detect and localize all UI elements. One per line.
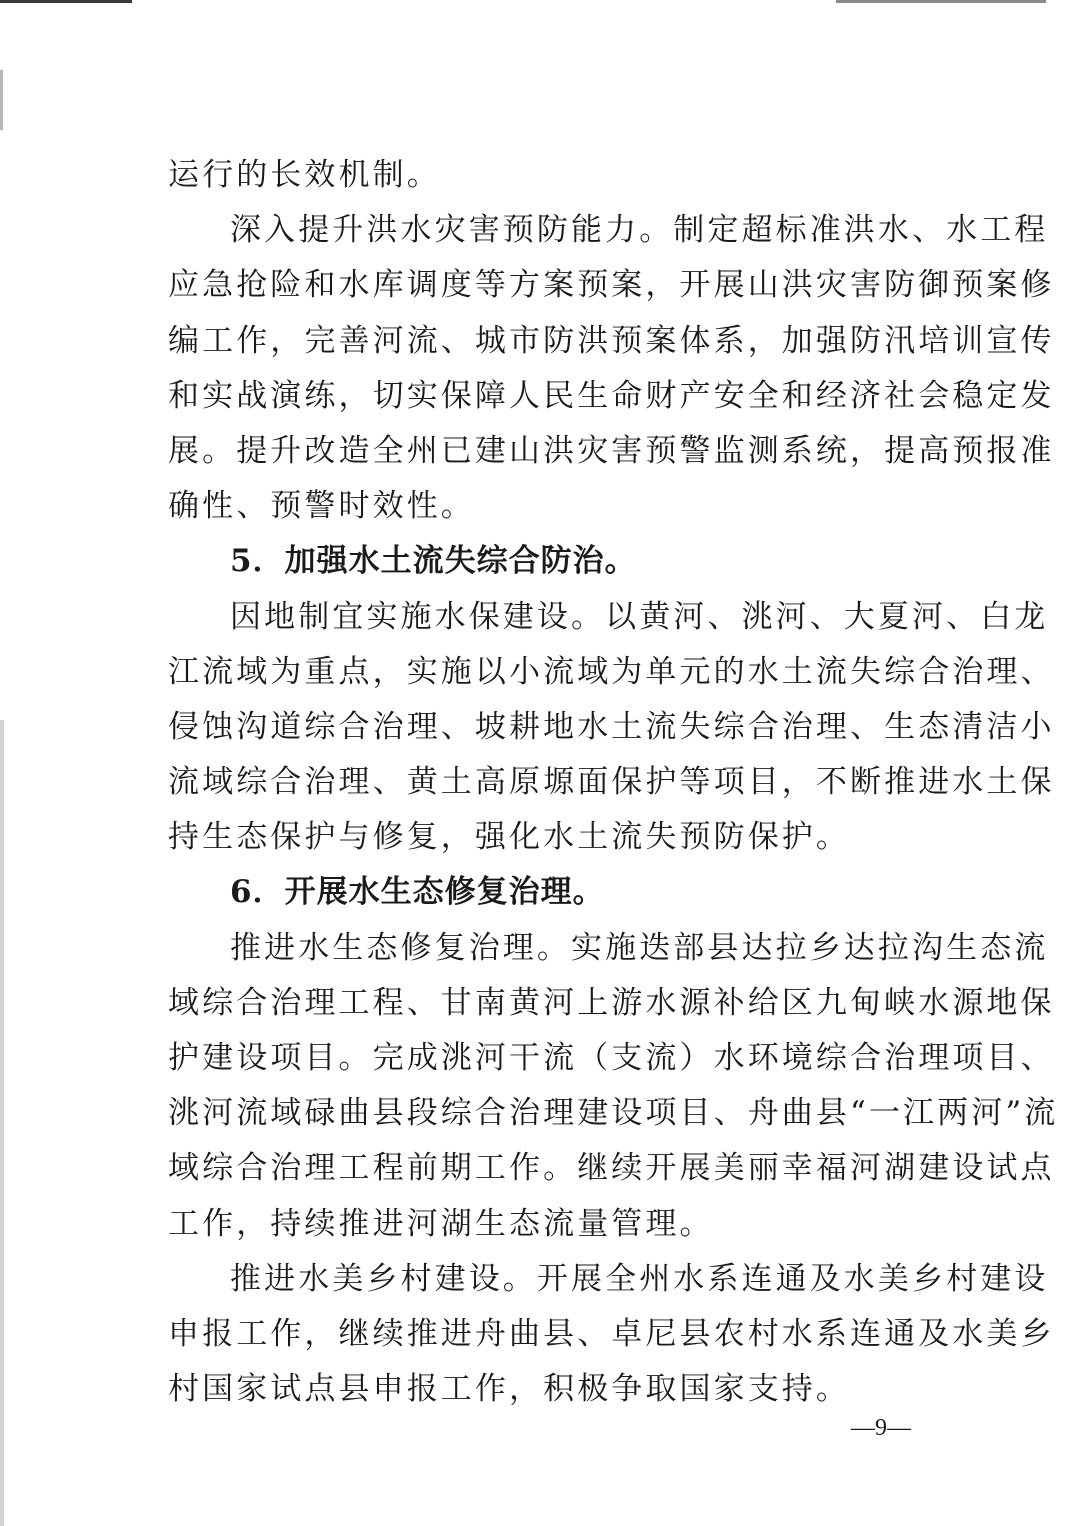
body-text-line: 持生态保护与修复，强化水土流失预防保护。	[168, 819, 850, 856]
section-heading: 6．开展水生态修复治理。	[230, 874, 605, 911]
body-text-line: 编工作，完善河流、城市防洪预案体系，加强防汛培训宣传	[168, 322, 1055, 359]
body-text-line: 流域综合治理、黄土高原塬面保护等项目，不断推进水土保	[168, 764, 1055, 801]
scan-edge-mark	[0, 0, 132, 3]
body-text-line: 江流域为重点，实施以小流域为单元的水土流失综合治理、	[168, 653, 1055, 690]
scan-edge-mark	[836, 0, 1046, 3]
body-text-line: 因地制宜实施水保建设。以黄河、洮河、大夏河、白龙	[230, 598, 1049, 635]
body-text-line: 工作，持续推进河湖生态流量管理。	[168, 1205, 714, 1242]
body-text-line: 域综合治理工程前期工作。继续开展美丽幸福河湖建设试点	[168, 1150, 1055, 1187]
body-text-line: 域综合治理工程、甘南黄河上游水源补给区九甸峡水源地保	[168, 984, 1055, 1021]
body-text-line: 洮河流域碌曲县段综合治理建设项目、舟曲县“一江两河”流	[168, 1095, 1059, 1132]
body-text-line: 展。提升改造全州已建山洪灾害预警监测系统，提高预报准	[168, 432, 1055, 469]
body-text-line: 深入提升洪水灾害预防能力。制定超标准洪水、水工程	[230, 212, 1049, 249]
body-text-line: 护建设项目。完成洮河干流（支流）水环境综合治理项目、	[168, 1040, 1055, 1076]
page-number: —9—	[851, 1415, 911, 1441]
scan-edge-shadow	[0, 720, 4, 1526]
body-text-line: 推进水生态修复治理。实施迭部县达拉乡达拉沟生态流	[230, 929, 1049, 966]
body-text-line: 和实战演练，切实保障人民生命财产安全和经济社会稳定发	[168, 377, 1055, 414]
body-text-line: 侵蚀沟道综合治理、坡耕地水土流失综合治理、生态清洁小	[168, 708, 1055, 745]
body-text-line: 推进水美乡村建设。开展全州水系连通及水美乡村建设	[230, 1260, 1049, 1297]
section-heading: 5．加强水土流失综合防治。	[230, 543, 637, 580]
body-text-line: 应急抢险和水库调度等方案预案，开展山洪灾害防御预案修	[168, 267, 1055, 304]
scan-edge-shadow	[0, 70, 3, 130]
body-text-line: 运行的长效机制。	[168, 157, 441, 193]
body-text-line: 村国家试点县申报工作，积极争取国家支持。	[168, 1371, 850, 1408]
document-body	[168, 148, 1059, 1417]
body-text-line: 确性、预警时效性。	[168, 488, 475, 525]
body-text-line: 申报工作，继续推进舟曲县、卓尼县农村水系连通及水美乡	[168, 1315, 1055, 1352]
